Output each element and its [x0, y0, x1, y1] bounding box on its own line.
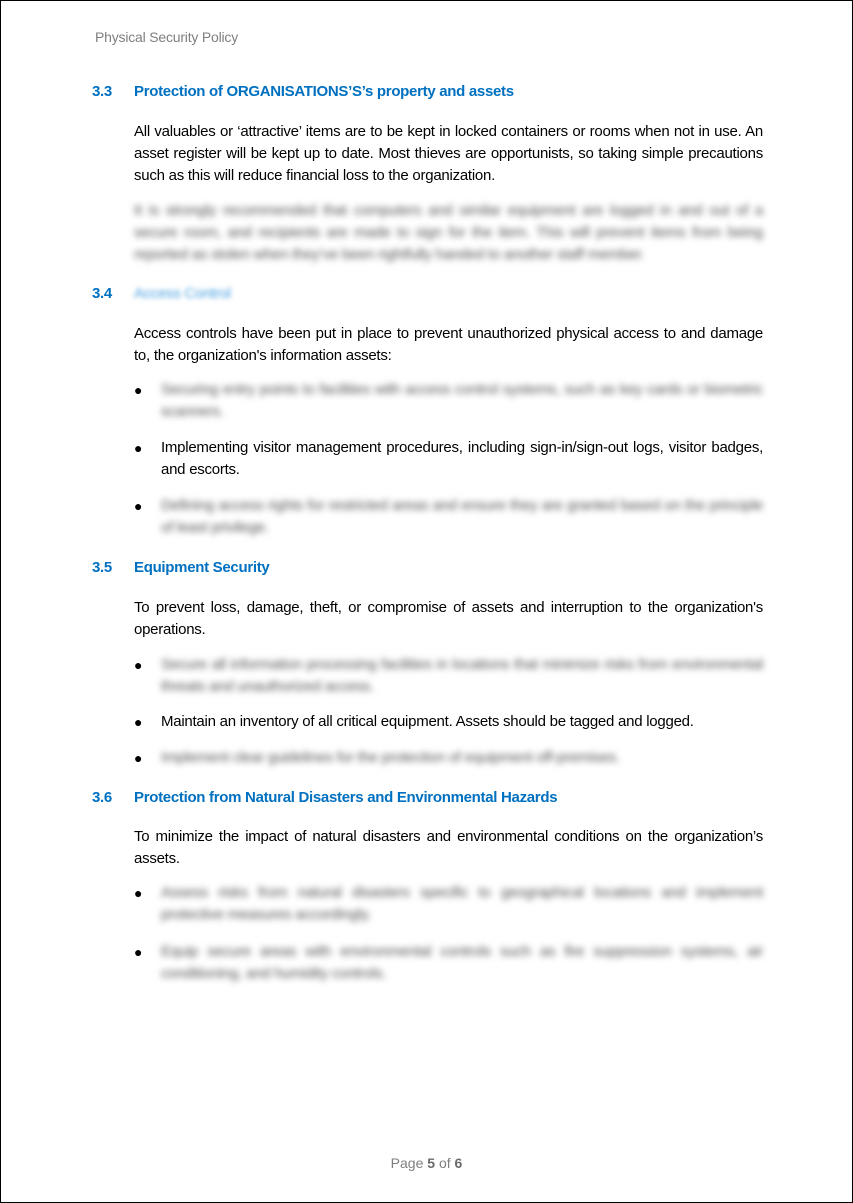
bullet-icon: ● [134, 382, 143, 398]
list-item: ● Equip secure areas with environmental controls such as fire suppression systems, air conditioning, and humidity controls. [134, 941, 763, 985]
bullet-icon: ● [134, 440, 143, 456]
bullet-icon: ● [134, 750, 143, 766]
list-item: ● Implementing visitor management procedures, including sign-in/sign-out logs, visitor badges, and escorts. [134, 437, 763, 481]
section-title: Protection of ORGANISATIONS’S’s property and assets [134, 83, 514, 100]
section-number: 3.4 [92, 285, 112, 302]
bullet-icon: ● [134, 657, 143, 673]
section-intro: To prevent loss, damage, theft, or compromise of assets and interruption to the organization's operations. [134, 599, 763, 638]
bullet-icon: ● [134, 885, 143, 901]
section-intro: Access controls have been put in place to prevent unauthorized physical access to and damage to, the organization's information assets: [134, 325, 763, 364]
list-item: ● Defining access rights for restricted areas and ensure they are granted based on the principle of least privilege. [134, 495, 763, 539]
running-header: Physical Security Policy [95, 29, 239, 45]
section-number: 3.3 [92, 83, 112, 100]
section-intro: To minimize the impact of natural disasters and environmental conditions on the organization’s assets. [134, 828, 763, 867]
total-page-count: 6 [454, 1155, 463, 1171]
list-item: ● Securing entry points to facilities with access control systems, such as key cards or biometric scanners. [134, 379, 763, 423]
list-item: ● Implement clear guidelines for the protection of equipment off-premises. [134, 747, 763, 769]
bullet-icon: ● [134, 944, 143, 960]
bullet-icon: ● [134, 498, 143, 514]
section-heading-3-6 [92, 789, 557, 806]
section-paragraph: All valuables or ‘attractive’ items are to be kept in locked containers or rooms when not in use. An asset register will be kept up to date. Most thieves are opportunists, so taking simple precautions such as this will reduce financial loss to the organization. [134, 123, 763, 184]
section-heading-3-3 [92, 83, 514, 100]
section-number: 3.5 [92, 559, 112, 576]
redacted-paragraph: It is strongly recommended that computers and similar equipment are logged in and out of a secure room, and recipients are made to sign for the item. This will prevent items from being reported as stolen when they’ve been rightfully handed to another staff member. [134, 202, 763, 263]
section-number: 3.6 [92, 789, 112, 806]
section-title: Equipment Security [134, 559, 270, 576]
list-item: ● Secure all information processing facilities in locations that minimize risks from environmental threats and unauthorized access. [134, 654, 763, 698]
section-title: Protection from Natural Disasters and Environmental Hazards [134, 789, 558, 806]
bullet-icon: ● [134, 714, 143, 730]
page-footer: Page 5 of 6 [390, 1155, 463, 1171]
list-item: ● Maintain an inventory of all critical equipment. Assets should be tagged and logged. [134, 711, 763, 733]
list-item: ● Assess risks from natural disasters specific to geographical locations and implement protective measures accordingly. [134, 882, 763, 926]
section-heading-3-4 [92, 285, 231, 302]
section-title-redacted: Access Control [134, 285, 231, 302]
section-heading-3-5 [92, 559, 269, 576]
current-page-number: 5 [427, 1155, 436, 1171]
